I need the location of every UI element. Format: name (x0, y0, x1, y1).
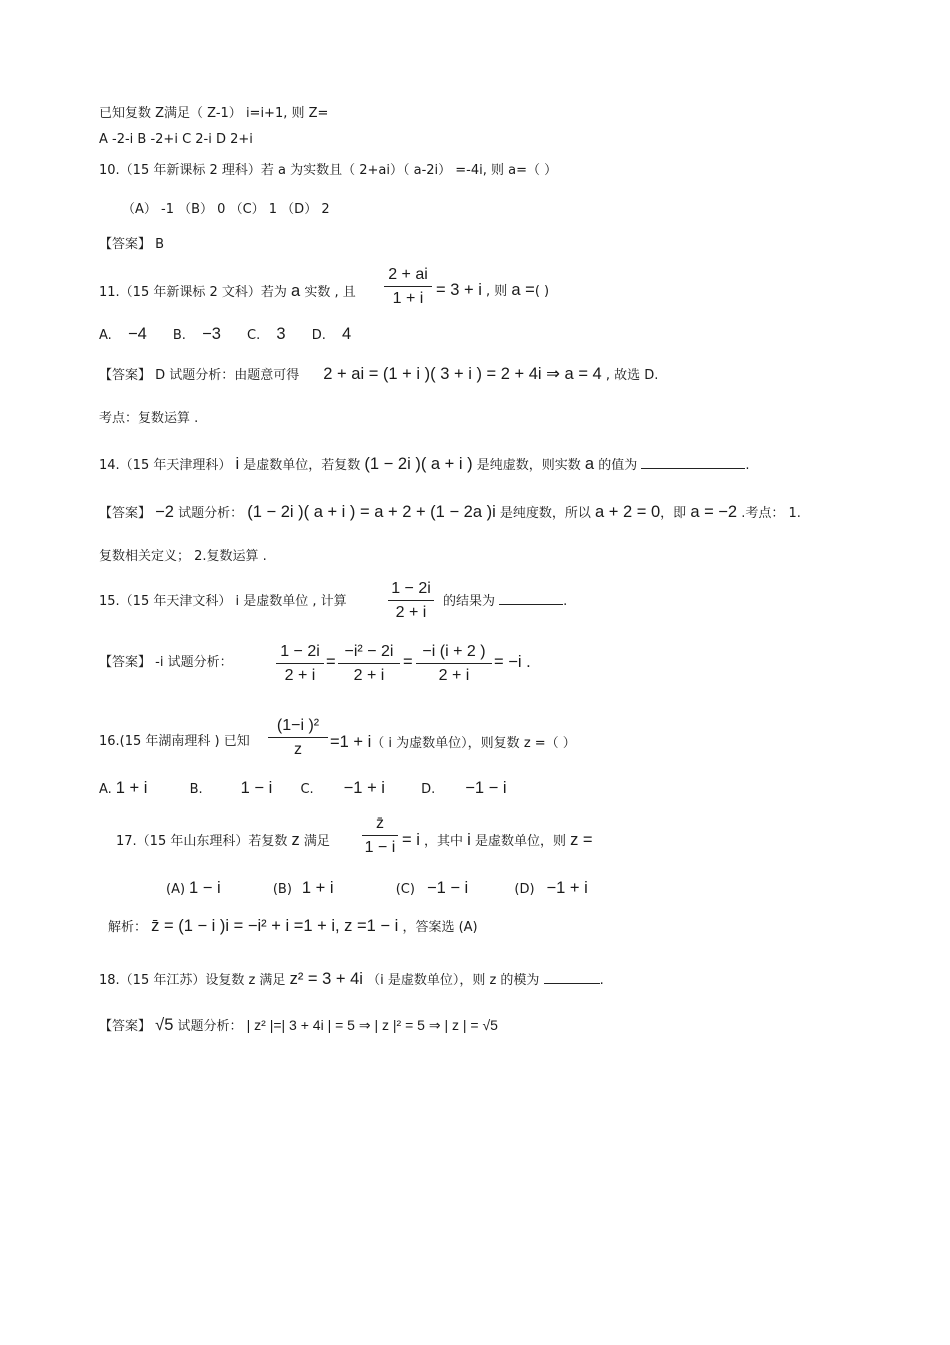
q16-opt-b: B. (189, 782, 203, 797)
q15-stem-end: 的结果为 . (443, 594, 568, 609)
q18-answer (99, 1017, 498, 1035)
q14-line2: 复数相关定义； 2.复数运算 . (99, 549, 267, 564)
q18-answer-mid: 试题分析： (173, 1019, 247, 1034)
q15-eq2: = (403, 653, 413, 671)
q14-stem-pre: 14.（15 年天津理科） (99, 458, 236, 473)
q11-opt-b: B. (172, 328, 186, 343)
q15-f1-bar (276, 663, 324, 664)
q14-stem-mid: 是虚数单位，若复数 (239, 458, 365, 473)
q9-stem: 已知复数 Z满足（ Z-1） i=i+1, 则 Z= (99, 106, 329, 121)
q11-frac-num: 2 + ai (388, 266, 428, 283)
q18-stem-end: . (599, 973, 604, 988)
q17-jiexi (108, 918, 478, 936)
q15-f2-num: −i² − 2i (344, 643, 394, 660)
q17-opt-c: (C) (395, 882, 415, 897)
q15-frac1 (276, 643, 324, 685)
q11-answer (99, 366, 658, 384)
q11-fraction (384, 266, 432, 308)
q11-opt-d: D. (311, 328, 326, 343)
q15-f3-den: 2 + i (438, 667, 470, 684)
q11-stem (99, 283, 356, 301)
q11-options (99, 326, 351, 344)
q11-answer-pre: 【答案】 D 试题分析：由题意可得 (99, 368, 300, 383)
q17-stem-pre: 17.（15 年山东理科）若复数 (116, 834, 292, 849)
q15-frac-den: 2 + i (395, 604, 427, 621)
q10-stem: 10.（15 年新课标 2 理科）若 a 为实数且（ 2+ai）（ a-2i） =-4i, 则 a=（ ） (99, 163, 558, 178)
q15-f1-num: 1 − 2i (280, 643, 320, 660)
q17-opt-b: (B) (272, 882, 292, 897)
q16-opt-d-val: −1 − i (465, 779, 507, 797)
q17-jiexi-math: z̄ = (1 − i )i = −i² + i =1 + i, z =1 − i (151, 917, 399, 935)
q18-answer-pre: 【答案】 (99, 1019, 156, 1034)
q18-stem-pre: 18.（15 年江苏）设复数 z 满足 (99, 973, 290, 988)
q17-opt-d: (D) (514, 882, 535, 897)
q14-answer-mid3: ，即 (660, 506, 691, 521)
q14-blank (641, 468, 745, 469)
q14-answer-pre: 【答案】 (99, 506, 156, 521)
q11-stem-right (436, 282, 549, 300)
q17-options (166, 880, 588, 898)
q11-stem-mid: 实数 , 且 (300, 285, 356, 300)
q18-answer-math: | z² |=| 3 + 4i | = 5 ⇒ | z |² = 5 ⇒ | z | = √5 (246, 1017, 498, 1033)
q11-tail: , 则 (481, 284, 512, 299)
q14-answer-math3: a = −2 (690, 503, 738, 521)
q16-stem-math: =1 + i (330, 733, 372, 751)
q16-opt-a: A. (99, 782, 112, 797)
q17-frac-bar (362, 835, 398, 836)
q18-answer-val: √5 (155, 1016, 174, 1034)
q18-stem (99, 971, 604, 989)
q11-answer-post: , 故选 D. (601, 368, 659, 383)
q11-opt-c: C. (247, 328, 261, 343)
q11-opt-c-val: 3 (276, 325, 286, 343)
q14-answer-mid: 试题分析： (173, 506, 248, 521)
q15-stem-end-text: 的结果为 (443, 594, 500, 609)
q17-frac-num: z̄ (376, 815, 384, 832)
q15-frac-bar (388, 600, 434, 601)
q11-opt-b-val: −3 (202, 325, 221, 343)
q11-eq: = 3 + i (436, 281, 482, 299)
q11-end: ( ) (534, 284, 550, 299)
q10-options: （A） -1 （B） 0 （C） 1 （D） 2 (122, 202, 330, 217)
q18-stem-math: z² = 3 + 4i (289, 970, 363, 988)
q11-opt-a: A. (99, 328, 112, 343)
q17-stem-mid2: ，其中 (419, 834, 468, 849)
q17-stem-left (116, 832, 330, 850)
q15-stem: 15.（15 年天津文科） i 是虚数单位 , 计算 (99, 594, 347, 609)
q16-stem-right (330, 734, 576, 752)
q11-stem-pre: 11.（15 年新课标 2 文科）若为 (99, 285, 292, 300)
q15-f2-bar (338, 663, 400, 664)
q17-stem-mid: 满足 (299, 834, 330, 849)
q14-i: i (235, 455, 240, 473)
q9-options: A -2-i B -2+i C 2-i D 2+i (99, 132, 253, 147)
q17-opt-b-val: 1 + i (301, 879, 334, 897)
q11-opt-d-val: 4 (342, 325, 352, 343)
q14-stem-math: (1 − 2i )( a + i ) (364, 455, 473, 473)
q14-stem-mid2: 是纯虚数，则实数 (472, 458, 585, 473)
q17-jiexi-end: ，答案选 (A) (398, 920, 478, 935)
q15-eq1: = (326, 653, 336, 671)
q17-stem-math: = i (402, 831, 420, 849)
q16-opt-d: D. (421, 782, 436, 797)
q11-answer-math: 2 + ai = (1 + i )( 3 + i ) = 2 + 4i ⇒ a = 4 (323, 365, 602, 383)
q15-f3-num: −i (i + 2 ) (422, 643, 486, 660)
q15-blank (499, 604, 563, 605)
q14-answer-end: .考点： 1. (737, 506, 801, 521)
q16-stem-pre: 16.(15 年湖南理科 ) 已知 (99, 734, 250, 749)
q17-z: z (291, 831, 300, 849)
q17-z-eq: z = (570, 831, 593, 849)
q14-stem: 14.（15 年天津理科） i 是虚数单位，若复数 (1 − 2i )( a + i ) 是纯虚数，则实数 a 的值为 . (99, 455, 750, 473)
q15-frac3 (416, 643, 492, 685)
q17-stem-right (402, 832, 593, 850)
q11-opt-a-val: −4 (127, 325, 147, 343)
q14-a: a (584, 455, 595, 473)
q17-opt-c-val: −1 − i (426, 879, 469, 897)
q15-frac2 (338, 643, 400, 685)
q14-answer-math: (1 − 2i )( a + i ) = a + 2 + (1 − 2a )i (247, 503, 496, 521)
q17-i: i (467, 831, 471, 849)
q15-frac-num: 1 − 2i (391, 580, 431, 597)
q15-result: = −i . (494, 653, 531, 671)
q15-f2-den: 2 + i (353, 667, 385, 684)
q14-answer-val: −2 (155, 503, 174, 521)
q16-opt-a-val: 1 + i (115, 779, 148, 797)
q16-opt-b-val: 1 − i (240, 779, 273, 797)
q16-frac-den: z (294, 741, 302, 758)
q14-stem-end: 的值为 (594, 458, 642, 473)
q10-answer: 【答案】 B (99, 237, 165, 252)
q11-frac-den: 1 + i (392, 290, 424, 307)
q14-answer-math2: a + 2 = 0 (595, 503, 661, 521)
q16-opt-c-val: −1 + i (343, 779, 385, 797)
q16-stem-z: z =（ ） (523, 736, 576, 751)
q15-f1-den: 2 + i (284, 667, 316, 684)
q16-options (99, 780, 507, 798)
q16-frac-bar (268, 737, 328, 738)
q14-answer (99, 504, 801, 522)
q17-opt-d-val: −1 + i (546, 879, 588, 897)
q14-answer-mid2: 是纯度数，所以 (495, 506, 596, 521)
q16-frac-num: (1−i )² (276, 717, 320, 734)
q17-fraction (362, 815, 398, 857)
q15-f3-bar (416, 663, 492, 664)
q11-var-a: a (291, 282, 301, 300)
q18-blank (544, 983, 600, 984)
q15-fraction (388, 580, 434, 622)
q17-opt-a: (A) (166, 882, 186, 897)
q11-a-eq: a = (511, 281, 535, 299)
q11-kaodian: 考点：复数运算 . (99, 411, 199, 426)
q11-frac-bar (384, 286, 432, 287)
q18-stem-mid: （i 是虚数单位），则 z 的模为 (362, 973, 544, 988)
q15-answer-pre: 【答案】 -i 试题分析： (99, 655, 233, 670)
q16-stem-mid: （ i 为虚数单位），则复数 (371, 736, 524, 751)
q16-fraction (268, 717, 328, 759)
q17-frac-den: 1 − i (364, 839, 396, 856)
q17-stem-end: 是虚数单位，则 (470, 834, 571, 849)
q17-opt-a-val: 1 − i (189, 879, 221, 897)
q17-jiexi-pre: 解析： (108, 920, 152, 935)
q16-opt-c: C. (300, 782, 314, 797)
